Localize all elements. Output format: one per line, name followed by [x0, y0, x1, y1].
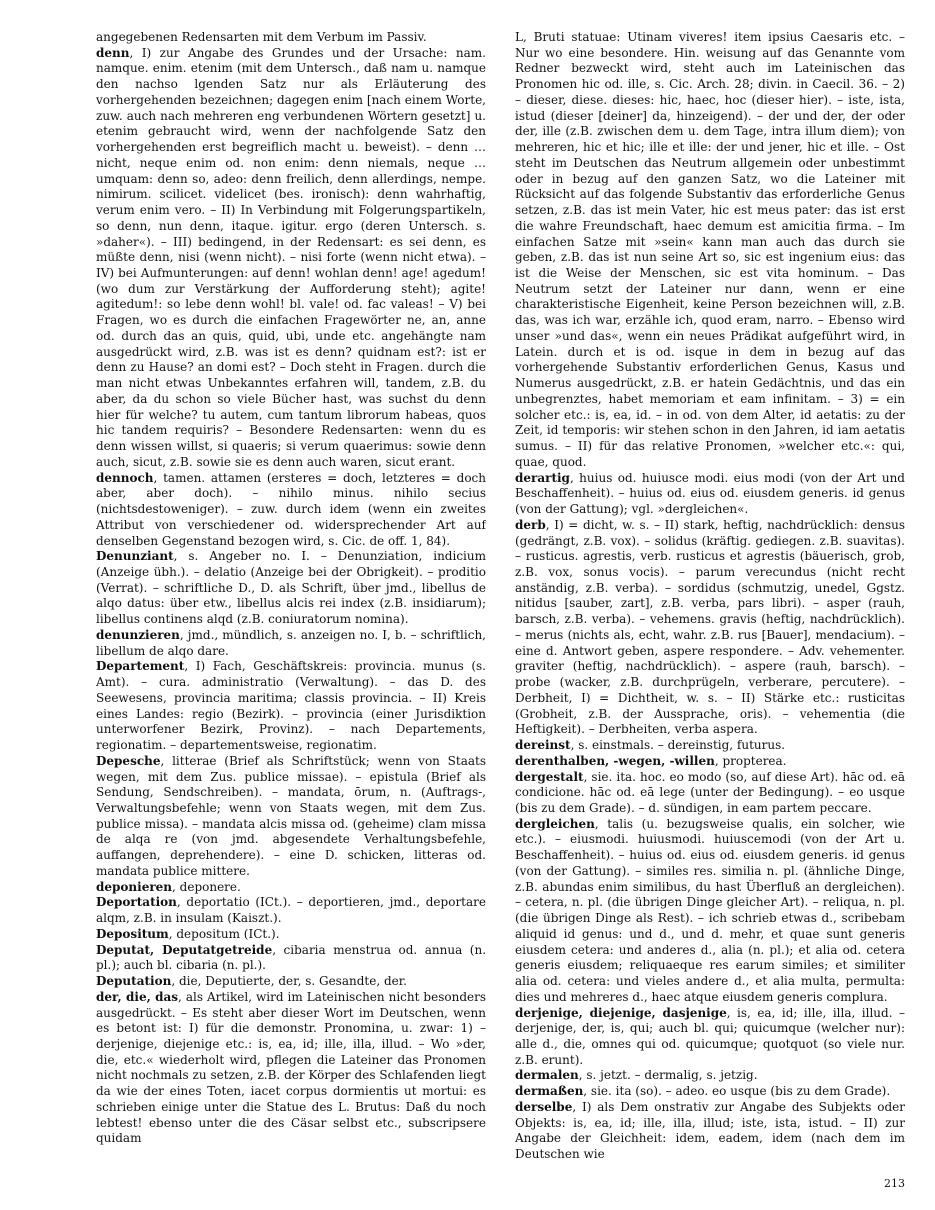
- entry-text: , s. Angeber no. I. – Denunziation, indicium (Anzeige übh.). – delatio (Anzeige bei der Obrigkeit). – proditio (Verrat). – schriftliche D., D. als Schrift, über jmd., libellus de alqo datus: über etw., libellus alcis rei index (z.B. insidiarum); libellus continens alqd (z.B. coniuratorum nomina).: [96, 549, 486, 627]
- headword: der, die, das: [96, 989, 179, 1004]
- entry: [96, 30, 486, 46]
- entry: [96, 880, 486, 896]
- entry-text: , sie. ita. hoc. eo modo (so, auf diese Art). hāc od. eā condicione. hāc od. eā lege (unter der Bedingung). – eo usque (bis zu dem Grade). – d. sündigen, in eam partem peccare.: [515, 769, 905, 815]
- entry: [96, 927, 486, 943]
- dictionary-page: [96, 30, 905, 1185]
- entry: [515, 817, 905, 1006]
- headword: derenthalben, -wegen, -willen: [515, 753, 715, 768]
- entry-text: , is, ea, id; ille, illa, illud. – derjenige, der, is, qui; auch bl. qui; quicumque (welcher nur): alle d., die, omnes qui od. quicumque; quotquot (so viele nur. z.B. erunt).: [515, 1005, 905, 1067]
- entry: [515, 754, 905, 770]
- headword: deponieren: [96, 879, 173, 894]
- headword: Depositum: [96, 926, 169, 941]
- entry: [96, 943, 486, 974]
- headword: derartig: [515, 470, 570, 485]
- page-number: 213: [884, 1177, 905, 1190]
- entry-text: , litterae (Brief als Schriftstück; wenn von Staats wegen, mit dem Zus. publice missae). – epistula (Brief als Sendung, Sendschreiben). – mandata, ōrum, n. (Auftrags-, Verwaltungsbefehle; wenn von Staats wegen, mit dem Zus. publice missa). – mandata alcis missa od. (geheime) clam missa de alqa re (von jmd. abgesendete Verhaltungsbefehle, auffangen, deprehendere). – eine D. schicken, litteras od. mandata publice mittere.: [96, 753, 486, 878]
- entry-text: , deponere.: [172, 879, 241, 894]
- headword: Deputat, Deputatgetreide: [96, 942, 273, 957]
- entry-text: , huius od. huiusce modi. eius modi (von der Art und Beschaffenheit). – huius od. eius od. eiusdem generis. id genus (von der Gattung); vgl. »dergleichen«.: [515, 470, 905, 517]
- entry: [96, 659, 486, 753]
- headword: Deputation: [96, 974, 172, 989]
- entry: [96, 895, 486, 926]
- entry: [515, 770, 905, 817]
- entry: [96, 628, 486, 659]
- entry-text: , I) Fach, Geschäftskreis: provincia. munus (s. Amt). – cura. administratio (Verwaltung). – das D. des Seewesens, provincia maritima; classis provincia. – II) Kreis eines Landes: regio (Bezirk). – provincia (einer Jurisdiktion unterworfener Bezirk, Provinz). – nach Departements, regionatim. – departementsweise, regionatim.: [96, 659, 486, 753]
- entry: [515, 738, 905, 754]
- entry: [96, 549, 486, 628]
- entry-text: , propterea.: [714, 753, 787, 768]
- headword: denunzieren: [96, 627, 180, 642]
- entry-text: angegebenen Redensarten mit dem Verbum im Passiv.: [96, 30, 427, 44]
- entry: [515, 1100, 905, 1163]
- headword: derselbe: [515, 1099, 573, 1114]
- entry-text: , I) als Dem onstrativ zur Angabe des Subjekts oder Objekts: is, ea, id; ille, illa, illud; iste, ista, istud. – II) zur Angabe der Gleichheit: idem, eadem, idem (nach dem im Deutschen wie: [515, 1099, 905, 1162]
- right-column: [515, 30, 905, 1165]
- headword: Depesche: [96, 753, 161, 768]
- entry-text: , cibaria menstrua od. annua (n. pl.); auch bl. cibaria (n. pl.).: [96, 942, 486, 973]
- entry: [96, 754, 486, 880]
- entry: [515, 518, 905, 738]
- headword: Denunziant: [96, 549, 174, 564]
- entry-text: , depositum (ICt.).: [168, 926, 280, 941]
- entry-text: , deportatio (ICt.). – deportieren, jmd., deportare alqm, z.B. in insulam (Kaiszt.).: [96, 895, 486, 926]
- headword: derb: [515, 517, 546, 532]
- entry: [515, 1006, 905, 1069]
- headword: dergestalt: [515, 769, 584, 784]
- headword: dermaßen: [515, 1084, 584, 1099]
- entry-text: , als Artikel, wird im Lateinischen nicht besonders ausgedrückt. – Es steht aber dieser Wort im Deutschen, wenn es betont ist: I) für die demonstr. Pronomina, u. zwar: 1) – derjenige, diejenige etc.: is, ea, id; ille, illa, illud. – Wo »der, die, etc.« wiederholt wird, pflegen die Lateiner das Pronomen nicht nochmals zu setzen, z.B. der Körper des Schlafenden liegt da wie der eines Toten, iacet corpus dormientis ut mortui: es schrieben einige unter die Statue des L. Brutus: Daß du noch lebtest! ebenso unter die des Cäsar selbst etc., subscripsere quidam: [96, 989, 486, 1146]
- entry: [96, 471, 486, 550]
- entry-text: , I) zur Angabe des Grundes und der Ursache: nam. namque. enim. etenim (mit dem Untersch., daß nam u. namque den nachso lgenden Satz nur als Erläuterung des vorhergehenden bezeichnen; dagegen enim [nach einem Worte, zuw. auch nach mehreren eng verbundenen Wörtern gesetzt] u. etenim gebraucht wird, wenn der nachfolgende Satz den vorhergehenden erst begreiflich macht u. beweist). – denn … nicht, neque enim od. non enim: denn niemals, neque … umquam: denn so, adeo: denn freilich, denn allerdings, nempe. nimirum. scilicet. videlicet (bes. ironisch): denn wahrhaftig, verum enim vero. – II) In Verbindung mit Folgerungspartikeln, so denn, nun denn, itaque. igitur. ergo (deren Untersch. s. »daher«). – III) bedingend, in der Redensart: es sei denn, es müßte denn, nisi (wenn nicht). – nisi forte (wenn nicht etwa). – IV) bei Aufmunterungen: auf denn! wohlan denn! age! agedum! (wo dum zur Verstärkung der Aufforderung steht); agite! agitedum!: so lebe denn wohl! bl. vale! od. fac valeas! – V) bei Fragen, wo es durch die einfachen Fragewörter ne, an, anne od. durch das an quis, quid, ubi, unde etc. angehängte nam ausgedrückt wird, z.B. was ist es denn? quidnam est?: ist er denn zu Hause? an domi est? – Doch steht in Fragen. durch die man nicht etwas Unbekanntes erfahren will, tandem, z.B. du aber, da du schon so viele Bücher hast, was suchst du denn hier für welche? tu autem, cum tantum librorum habeas, quos hic tandem requiris? – Besondere Redensarten: wenn du es denn wissen willst, si quaeris; si verum quaerimus: sowie denn auch, sicut, z.B. sowie sie es denn auch waren, sicut erant.: [96, 45, 486, 469]
- entry-text: , tamen. attamen (ersteres = doch, letzteres = doch aber, aber doch). – nihilo minus. nihilo secius (nichtsdestoweniger). – zuw. durch idem (wenn ein zweites Attribut von verschiedener od. widersprechender Art auf denselben Gegenstand bezogen wird, s. Cic. de off. 1, 84).: [96, 470, 486, 548]
- entry: [515, 1084, 905, 1100]
- entry: [515, 30, 905, 471]
- entry-text: , sie. ita (so). – adeo. eo usque (bis zu dem Grade).: [583, 1084, 891, 1099]
- entry: [515, 471, 905, 518]
- entry: [96, 46, 486, 471]
- entry: [96, 990, 486, 1147]
- headword: Deportation: [96, 895, 177, 910]
- entry: [96, 974, 486, 990]
- entry-text: , talis (u. bezugsweise qualis, ein solcher, wie etc.). – eiusmodi. huiusmodi. huiuscemodi (von der Art u. Beschaffenheit). – huius od. eius od. eiusdem generis. id genus (von der Gattung). – similes res. similia n. pl. (ähnliche Dinge, z.B. abundas enim similibus, du hast Überfluß an dergleichen). – cetera, n. pl. (die übrigen Dinge gleicher Art). – reliqua, n. pl. (die übrigen Dinge als Rest). – ich schrieb etwas d., scribebam aliquid id genus: und d., und d. mehr, et quae sunt generis eiusdem cetera: und anderes d., alia (n. pl.); et alia od. cetera generis eiusdem; reliquaeque res earum similes; et similiter alia od. cetera: und vieles andere d., et alia multa, permulta: dies und mehreres d., haec atque eiusdem generis complura.: [515, 816, 905, 1004]
- entry-text: L, Bruti statuae: Utinam viveres! item ipsius Caesaris etc. – Nur wo eine besondere. Hin. weisung auf das Genannte vom Redner bezweckt wird, steht auch im Lateinischen das Pronomen hic od. ille, s. Cic. Arch. 28; divin. in Caecil. 36. – 2) – dieser, diese. dieses: hic, haec, hoc (dieser hier). – iste, ista, istud (dieser [deiner] da, hinzeigend). – der und der, der oder der, ille (z.B. zwischen dem u. dem Tage, intra illum diem); von mehreren, hic et hic; ille et ille: der und jener, hic et ille. – Ost steht im Deutschen das Neutrum allgemein oder unbestimmt oder in bezug auf den ganzen Satz, wo die Lateiner mit Rücksicht auf das folgende Substantiv das erforderliche Genus setzen, z.B. das ist mein Vater, hic est meus pater: das ist erst die wahre Freundschaft, haec demum est amicitia firma. – Im einfachen Satze mit »sein« kann man auch das durch sie geben, z.B. das ist nun seine Art so, sic est ingenium eius: das ist die Weise der Menschen, sic est vita hominum. – Das Neutrum setzt der Lateiner nur dann, wenn er eine charakteristische Eigenheit, keine Person bezeichnen will, z.B. das, was ich war, erzähle ich, quod eram, narro. – Ebenso wird unser »und das«, wenn ein neues Prädikat aufgeführt wird, in Latein. durch et is od. isque in dem in bezug auf das vorhergehende Substantiv erforderlichen Genus, Kasus und Numerus ausgedrückt, z.B. er hatein Gedächtnis, und das ein unbegrenztes, habet memoriam et eam infinitam. – 3) = ein solcher etc.: is, ea, id. – in od. von dem Alter, id aetatis: zu der Zeit, id temporis: wir stehen schon in den Jahren, id iam aetatis sumus. – II) für das relative Pronomen, »welcher etc.«: qui, quae, quod.: [515, 30, 905, 469]
- entry-text: , s. jetzt. – dermalig, s. jetzig.: [578, 1068, 758, 1083]
- entry: [515, 1068, 905, 1084]
- entry-text: , s. einstmals. – dereinstig, futurus.: [570, 738, 786, 753]
- headword: denn: [96, 45, 130, 60]
- headword: dennoch: [96, 470, 154, 485]
- left-column: [96, 30, 486, 1165]
- headword: dereinst: [515, 738, 571, 753]
- entry-text: , I) = dicht, w. s. – II) stark, heftig, nachdrücklich: densus (gedrängt, z.B. vox). – solidus (kräftig. gediegen. z.B. suavitas). – rusticus. agrestis, verb. rusticus et agrestis (bäuerisch, grob, z.B. vox, sonus vocis). – parum verecundus (nicht recht anständig, z.B. verba). – sordidus (schmutzig, unedel, Ggstz. nitidus [sauber, zart], z.B. verba, pars libri). – asper (rauh, barsch, z.B. verba). – vehemens. gravis (heftig, nachdrücklich). – merus (nichts als, echt, wahr. z.B. rus [Bauer], mendacium). – eine d. Antwort geben, aspere respondere. – Adv. vehementer. graviter (heftig, nachdrücklich). – aspere (rauh, barsch). – probe (wacker, z.B. durchprügeln, verberare, percutere). – Derbheit, I) = Dichtheit, w. s. – II) Stärke etc.: rusticitas (Grobheit, z.B. der Aussprache, oris). – vehementia (die Heftigkeit). – Derbheiten, verba aspera.: [515, 517, 905, 737]
- headword: dergleichen: [515, 816, 595, 831]
- headword: Departement: [96, 659, 185, 674]
- headword: dermalen: [515, 1068, 579, 1083]
- entry-text: , die, Deputierte, der, s. Gesandte, der.: [171, 974, 407, 989]
- entry-text: , jmd., mündlich, s. anzeigen no. I, b. – schriftlich, libellum de alqo dare.: [96, 627, 486, 658]
- headword: derjenige, diejenige, dasjenige: [515, 1005, 727, 1020]
